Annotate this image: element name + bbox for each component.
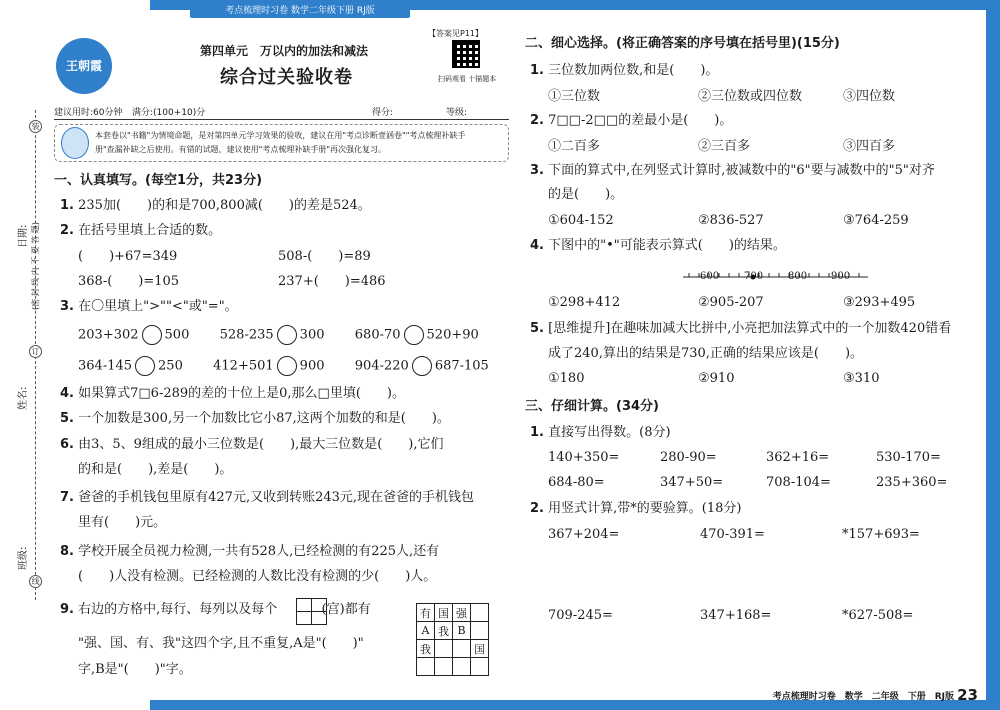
q8: [60, 543, 439, 561]
class-label: 班级:: [18, 546, 29, 570]
answer-reference: 【答案见P11】: [428, 29, 484, 38]
right-border: [986, 0, 1000, 710]
s2q2-opt3: ③四百多: [843, 139, 896, 154]
q4-number: 4.: [60, 386, 74, 401]
q8-number: 8.: [60, 544, 74, 559]
sudoku-grid: [416, 603, 489, 676]
s2q4-text: 下图中的"•"可能表示算式( )的结果。: [548, 238, 786, 253]
s2q5-opt2: ②910: [698, 371, 735, 386]
q3-r1-right2: 300: [299, 327, 325, 343]
s3q2-text: 用竖式计算,带*的要验算。(18分): [548, 501, 742, 516]
calc-item: 235+360=: [876, 475, 948, 490]
q3-r1-left2: 528-235: [219, 327, 274, 343]
q6-number: 6.: [60, 437, 74, 452]
s2q5-opt1: ①180: [548, 371, 585, 386]
q2-number: 2.: [60, 223, 74, 238]
total-score-info: 满分:(100+10)分: [132, 108, 206, 118]
s2q4-opt2: ②905-207: [698, 295, 764, 310]
q3-r2-right2: 900: [299, 358, 325, 374]
s2q1-opt3: ③四位数: [843, 89, 896, 104]
s3q1-text: 直接写出得数。(8分): [548, 425, 671, 440]
s2q5-number: 5.: [530, 321, 544, 336]
name-label: 姓名:: [18, 386, 29, 410]
q8-line1: 学校开展全员视力检测,一共有528人,已经检测的有225人,还有: [78, 544, 440, 559]
q4-text: 如果算式7□6-289的差的十位上是0,那么□里填( )。: [78, 386, 405, 401]
vertical-calc-item: 470-391=: [700, 527, 765, 542]
s2q2-opt1: ①二百多: [548, 139, 601, 154]
s2-q5: [530, 320, 951, 338]
q9-line1a: 右边的方格中,每行、每列以及每个: [78, 602, 278, 617]
s2q3-line2: 的是( )。: [548, 187, 624, 202]
q3-r2-left2: 412+501: [213, 358, 274, 374]
q2-row1-a: ( )+67=349: [78, 249, 178, 264]
q2: [60, 222, 221, 240]
s2q4-opt1: ①298+412: [548, 295, 621, 310]
binding-circle-2: 订: [29, 345, 42, 358]
s2q5-line1: [思维提升]在趣味加减大比拼中,小亮把加法算式中的一个加数420错看: [548, 321, 952, 336]
unit-title: 第四单元 万以内的加法和减法: [200, 44, 369, 58]
tick-label-600: 600: [700, 271, 720, 282]
q9-line2: "强、国、有、我"这四个字,且不重复,A是"( )": [78, 636, 364, 651]
grid-cell: 国: [471, 640, 489, 658]
page-footer: 考点梳理时习卷 数学 二年级 下册 RJ版: [772, 692, 954, 702]
grid-cell: B: [453, 622, 471, 640]
grid-cell: [471, 604, 489, 622]
s3q2-number: 2.: [530, 501, 544, 516]
q1: [60, 197, 371, 215]
q5: [60, 410, 450, 428]
grade-label: 等级:: [446, 108, 468, 118]
section-3-title: 三、仔细计算。(34分): [525, 399, 659, 414]
info-row: [54, 104, 509, 120]
grid-cell: 我: [435, 622, 453, 640]
grid-cell: [417, 658, 435, 676]
s3q1-number: 1.: [530, 425, 544, 440]
time-info: 建议用时:60分钟: [54, 108, 123, 118]
q3: [60, 298, 238, 316]
notice-line-2: 册"查漏补缺之后使用。有错的试题，建议使用"考点梳理补缺手册"再次强化复习。: [95, 145, 387, 154]
q9-line3: 字,B是"( )"字。: [78, 662, 192, 677]
q3-row2: [78, 356, 489, 376]
grid-cell: [435, 640, 453, 658]
q1-number: 1.: [60, 198, 74, 213]
tick-label-800: 800: [788, 271, 808, 282]
s2q4-number: 4.: [530, 238, 544, 253]
q3-r2-right3: 687-105: [434, 358, 489, 374]
calc-item: 140+350=: [548, 450, 620, 465]
q6-line2: 的和是( ),差是( )。: [78, 462, 233, 477]
s2q1-opt2: ②三位数或四位数: [698, 89, 803, 104]
compare-circle[interactable]: [404, 325, 424, 345]
q5-text: 一个加数是300,另一个加数比它小87,这两个加数的和是( )。: [78, 411, 450, 426]
q3-r1-left1: 203+302: [78, 327, 139, 343]
s2q3-line1: 下面的算式中,在列竖式计算时,被减数中的"6"要与减数中的"5"对齐: [548, 163, 935, 178]
q6-line1: 由3、5、9组成的最小三位数是( ),最大三位数是( ),它们: [78, 437, 444, 452]
vertical-calc-item: 709-245=: [548, 608, 613, 623]
s2q5-opt3: ③310: [843, 371, 880, 386]
calc-item: 280-90=: [660, 450, 717, 465]
calc-item: 347+50=: [660, 475, 724, 490]
qr-caption: 扫码观看 十描题本: [438, 75, 497, 83]
s2-q3: [530, 162, 935, 180]
grid-cell: 有: [417, 604, 435, 622]
binding-strip: [0, 0, 44, 710]
palace-icon: [296, 598, 327, 625]
vertical-calc-item: *157+693=: [842, 527, 920, 542]
grid-cell: 强: [453, 604, 471, 622]
q3-r2-left1: 364-145: [78, 358, 133, 374]
tick-label-700: 700: [744, 271, 764, 282]
vertical-calc-item: *627-508=: [842, 608, 914, 623]
calc-item: 362+16=: [766, 450, 830, 465]
date-label: 日期:: [18, 224, 29, 248]
s2q3-opt2: ②836-527: [698, 213, 764, 228]
compare-circle[interactable]: [277, 356, 297, 376]
s2q3-number: 3.: [530, 163, 544, 178]
calc-item: 708-104=: [766, 475, 831, 490]
q3-number: 3.: [60, 299, 74, 314]
q3-r2-left3: 904-220: [354, 358, 409, 374]
s2q3-opt3: ③764-259: [843, 213, 909, 228]
compare-circle[interactable]: [142, 325, 162, 345]
q7: [60, 489, 474, 507]
s3-q2: [530, 500, 741, 518]
q9-number: 9.: [60, 602, 74, 617]
s2q1-number: 1.: [530, 63, 544, 78]
q3-row1: [78, 325, 479, 345]
q2-row2-b: 237+( )=486: [278, 274, 386, 289]
s2-q2: [530, 112, 732, 130]
q3-r2-right1: 250: [158, 358, 183, 374]
s2q1-text: 三位数加两位数,和是( )。: [548, 63, 719, 78]
binding-instruction: (密 封 线 内 不 要 答 题): [31, 221, 40, 310]
s2q2-number: 2.: [530, 113, 544, 128]
section-1-title: 一、认真填写。(每空1分，共23分): [54, 173, 263, 188]
q3-r1-left3: 680-70: [354, 327, 401, 343]
q5-number: 5.: [60, 411, 74, 426]
teacher-avatar-icon: [61, 127, 89, 159]
score-label: 得分:: [372, 108, 394, 118]
calc-item: 530-170=: [876, 450, 941, 465]
q3-text: 在〇里填上">""<"或"="。: [78, 299, 238, 314]
q7-line2: 里有( )元。: [78, 515, 167, 530]
s2q1-opt1: ①三位数: [548, 89, 601, 104]
q7-number: 7.: [60, 490, 74, 505]
section-2-title: 二、细心选择。(将正确答案的序号填在括号里)(15分): [525, 36, 840, 51]
q8-line2: ( )人没有检测。已经检测的人数比没有检测的少( )人。: [78, 569, 437, 584]
s3-q1: [530, 424, 671, 442]
q1-text: 235加( )的和是700,800减( )的差是524。: [78, 198, 371, 213]
q3-r1-right1: 500: [164, 327, 190, 343]
notice-box: [54, 124, 509, 162]
q2-text: 在括号里填上合适的数。: [78, 223, 222, 238]
q2-row1-b: 508-( )=89: [278, 249, 371, 264]
grid-cell: A: [417, 622, 435, 640]
grid-cell: [453, 658, 471, 676]
binding-circle-1: 装: [29, 120, 42, 133]
grid-cell: 我: [417, 640, 435, 658]
s2q5-line2: 成了240,算出的结果是730,正确的结果应该是( )。: [548, 346, 864, 361]
grid-cell: [453, 640, 471, 658]
q2-row2-a: 368-( )=105: [78, 274, 180, 289]
q6: [60, 436, 444, 454]
grid-cell: 国: [435, 604, 453, 622]
grid-cell: [471, 622, 489, 640]
s2q4-opt3: ③293+495: [843, 295, 916, 310]
q3-r1-right3: 520+90: [426, 327, 479, 343]
compare-circle[interactable]: [135, 356, 155, 376]
brand-logo: 王朝霞: [56, 38, 112, 94]
q9-line1b: (宫)都有: [321, 602, 371, 617]
vertical-calc-item: 347+168=: [700, 608, 772, 623]
top-banner: 考点梳理时习卷 数学二年级下册 RJ版: [190, 4, 410, 18]
vertical-calc-item: 367+204=: [548, 527, 620, 542]
q4: [60, 385, 405, 403]
main-title: 综合过关验收卷: [220, 67, 353, 88]
s2q2-text: 7□□-2□□的差最小是( )。: [548, 113, 733, 128]
s2q2-opt2: ②三百多: [698, 139, 751, 154]
grid-cell: [435, 658, 453, 676]
compare-circle[interactable]: [412, 356, 432, 376]
calc-item: 684-80=: [548, 475, 605, 490]
page-number: 23: [957, 686, 978, 704]
binding-circle-3: 线: [29, 575, 42, 588]
q7-line1: 爸爸的手机钱包里原有427元,又收到转账243元,现在爸爸的手机钱包: [78, 490, 475, 505]
compare-circle[interactable]: [277, 325, 297, 345]
notice-line-1: 本套卷以"书籍"为情境命题，是对第四单元学习效果的验收，建议在用"考点诊断壹涵卷""考点梳理补缺手: [95, 131, 466, 140]
s2q3-opt1: ①604-152: [548, 213, 614, 228]
qr-code-icon: [452, 40, 480, 68]
s2-q1: [530, 62, 718, 80]
grid-cell: [471, 658, 489, 676]
s2-q4: [530, 237, 786, 255]
tick-label-900: 900: [831, 271, 851, 282]
